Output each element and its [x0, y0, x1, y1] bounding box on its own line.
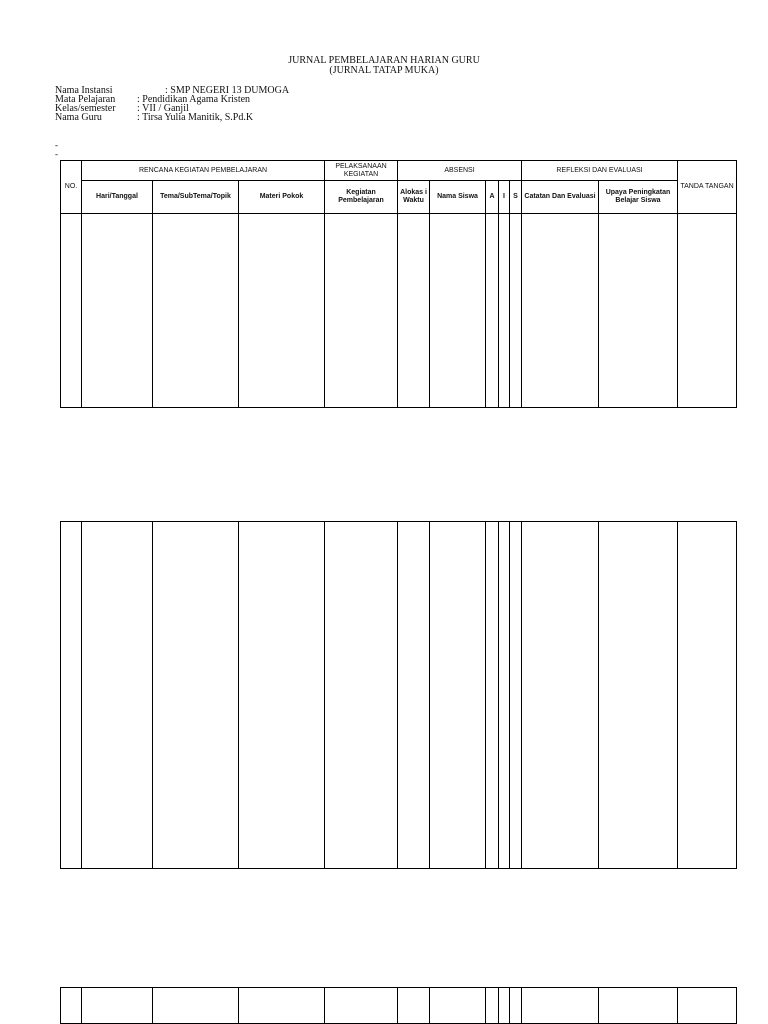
- info-label: Nama Instansi: [55, 85, 113, 96]
- header-absensi: ABSENSI: [398, 161, 522, 181]
- document-title: JURNAL PEMBELAJARAN HARIAN GURU: [288, 55, 480, 66]
- info-label: Nama Guru: [55, 112, 102, 123]
- info-label: Mata Pelajaran: [55, 94, 116, 105]
- info-value: : VII / Ganjil: [137, 103, 189, 114]
- header-materi: Materi Pokok: [239, 181, 325, 214]
- info-value: : Pendidikan Agama Kristen: [137, 94, 251, 105]
- header-pelaksanaan: PELAKSANAAN KEGIATAN: [325, 161, 398, 181]
- info-value: : SMP NEGERI 13 DUMOGA: [165, 85, 290, 96]
- header-tanda-tangan: TANDA TANGAN: [678, 161, 737, 214]
- header-catatan: Catatan Dan Evaluasi: [522, 181, 599, 214]
- journal-table: [60, 160, 737, 408]
- journal-table-continued: [60, 987, 737, 1024]
- header-hari-tanggal: Hari/Tanggal: [82, 181, 153, 214]
- header-tema: Tema/SubTema/Topik: [153, 181, 239, 214]
- document-subtitle: (JURNAL TATAP MUKA): [329, 65, 439, 76]
- header-i: I: [499, 181, 510, 214]
- dash-mark: -: [55, 140, 58, 150]
- header-a: A: [486, 181, 499, 214]
- header-upaya: Upaya Peningkatan Belajar Siswa: [599, 181, 678, 214]
- journal-table-continued: [60, 521, 737, 869]
- dash-mark: -: [55, 149, 58, 159]
- table-row: [61, 214, 737, 408]
- header-s: S: [510, 181, 522, 214]
- header-no: NO.: [61, 161, 82, 214]
- header-nama-siswa: Nama Siswa: [430, 181, 486, 214]
- info-value: : Tirsa Yulia Manitik, S.Pd.K: [137, 112, 254, 123]
- header-kegiatan: Kegiatan Pembelajaran: [325, 181, 398, 214]
- table-row: [61, 988, 737, 1024]
- header-refleksi: REFLEKSI DAN EVALUASI: [522, 161, 678, 181]
- header-rencana: RENCANA KEGIATAN PEMBELAJARAN: [82, 161, 325, 181]
- header-alokasi: Alokas i Waktu: [398, 181, 430, 214]
- table-row: [61, 522, 737, 869]
- info-label: Kelas/semester: [55, 103, 116, 114]
